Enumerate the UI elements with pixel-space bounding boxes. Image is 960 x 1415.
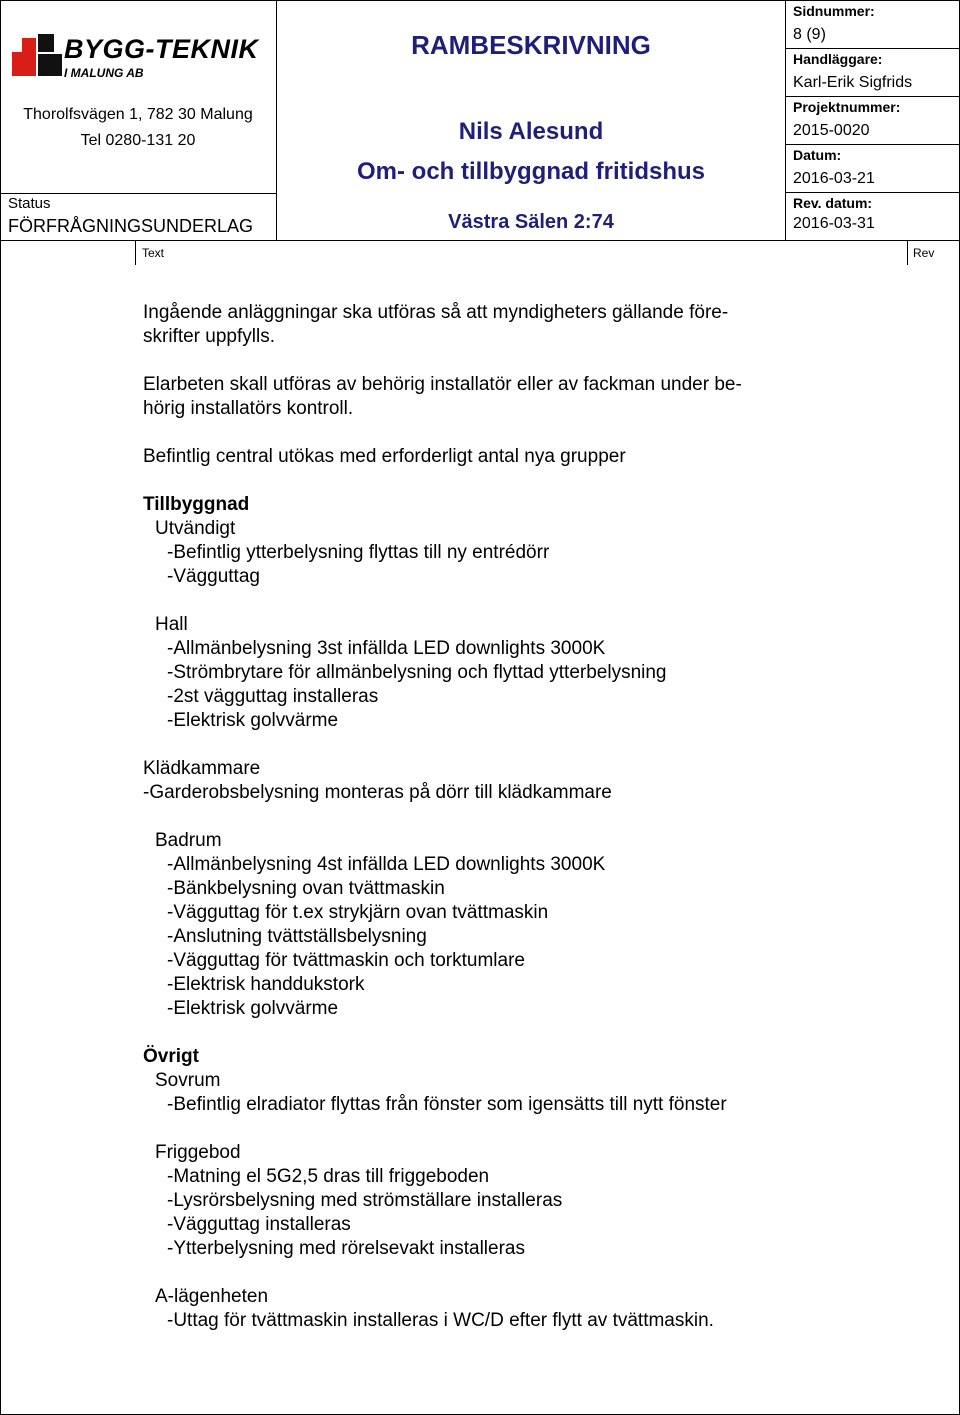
header-bottom-rule	[0, 240, 960, 241]
status-value: FÖRFRÅGNINGSUNDERLAG	[8, 216, 254, 236]
handler-value: Karl-Erik Sigfrids	[793, 74, 913, 91]
status-label: Status	[8, 195, 51, 212]
document-header	[0, 0, 960, 260]
room-heading-badrum: Badrum	[155, 830, 222, 851]
property-designation: Västra Sälen 2:74	[448, 211, 614, 233]
header-divider-right	[785, 0, 786, 241]
paragraph-line: Befintlig central utökas med erforderligt antal nya grupper	[143, 446, 626, 467]
list-item: -Matning el 5G2,5 dras till friggeboden	[167, 1166, 490, 1187]
rev-date-label: Rev. datum:	[793, 195, 873, 211]
list-item: -2st vägguttag installeras	[167, 686, 379, 707]
list-item: -Vägguttag för t.ex strykjärn ovan tvättmaskin	[167, 902, 549, 923]
project-number-label: Projektnummer:	[793, 99, 901, 115]
date-value: 2016-03-21	[793, 170, 875, 187]
list-item: -Allmänbelysning 3st infällda LED downlights 3000K	[167, 638, 606, 659]
project-number-value: 2015-0020	[793, 122, 870, 139]
company-name: BYGG-TEKNIK	[64, 34, 259, 64]
status-divider	[0, 193, 277, 194]
room-heading-hall: Hall	[155, 614, 188, 635]
page-number-value: 8 (9)	[793, 26, 826, 43]
project-name: Om- och tillbyggnad fritidshus	[357, 158, 705, 185]
list-item: -Lysrörsbelysning med strömställare installeras	[167, 1190, 563, 1211]
date-label: Datum:	[793, 147, 842, 163]
text-column-label: Text	[142, 246, 165, 260]
list-item: -Anslutning tvättställsbelysning	[167, 926, 427, 947]
meta-rule-1	[785, 48, 960, 49]
list-item: -Befintlig elradiator flyttas från fönster som igensätts till nytt fönster	[167, 1094, 727, 1115]
client-name: Nils Alesund	[458, 118, 604, 145]
section-heading-tillbyggnad: Tillbyggnad	[143, 494, 250, 515]
list-item: -Ytterbelysning med rörelsevakt installeras	[167, 1238, 525, 1259]
list-item: -Vägguttag för tvättmaskin och torktumlare	[167, 950, 525, 971]
meta-rule-2	[785, 96, 960, 97]
handler-label: Handläggare:	[793, 51, 883, 67]
section-heading-ovrigt: Övrigt	[143, 1046, 199, 1067]
page-number-label: Sidnummer:	[793, 3, 875, 19]
list-item: -Befintlig ytterbelysning flyttas till ny entrédörr	[167, 542, 550, 563]
rev-col-marker	[907, 241, 908, 265]
company-phone: Tel 0280-131 20	[80, 132, 196, 149]
company-logo-icon	[12, 32, 66, 80]
list-item: -Vägguttag	[167, 566, 260, 587]
list-item: -Garderobsbelysning monteras på dörr till klädkammare	[143, 782, 612, 803]
room-heading-kladkammare: Klädkammare	[143, 758, 261, 779]
paragraph-line: hörig installatörs kontroll.	[143, 398, 354, 419]
paragraph-line: skrifter uppfylls.	[143, 326, 275, 347]
list-item: -Elektrisk handdukstork	[167, 974, 365, 995]
list-item: -Bänkbelysning ovan tvättmaskin	[167, 878, 445, 899]
text-col-marker	[135, 241, 136, 265]
meta-rule-3	[785, 144, 960, 145]
room-heading-friggebod: Friggebod	[155, 1142, 241, 1163]
company-subname: I MALUNG AB	[64, 66, 144, 80]
company-address: Thorolfsvägen 1, 782 30 Malung	[23, 106, 253, 123]
list-item: -Strömbrytare för allmänbelysning och flyttad ytterbelysning	[167, 662, 667, 683]
meta-rule-4	[785, 192, 960, 193]
rev-column-label: Rev	[913, 246, 935, 260]
list-item: -Uttag för tvättmaskin installeras i WC/D efter flytt av tvättmaskin.	[167, 1310, 714, 1331]
list-item: -Vägguttag installeras	[167, 1214, 351, 1235]
rev-date-value: 2016-03-31	[793, 215, 875, 232]
list-item: -Elektrisk golvvärme	[167, 710, 339, 731]
paragraph-line: Elarbeten skall utföras av behörig installatör eller av fackman under be-	[143, 374, 742, 395]
room-heading-sovrum: Sovrum	[155, 1070, 221, 1091]
paragraph-line: Ingående anläggningar ska utföras så att myndigheters gällande före-	[143, 302, 729, 323]
list-item: -Elektrisk golvvärme	[167, 998, 339, 1019]
room-heading-utvandigt: Utvändigt	[155, 518, 236, 539]
list-item: -Allmänbelysning 4st infällda LED downlights 3000K	[167, 854, 606, 875]
room-heading-a-lagenheten: A-lägenheten	[155, 1286, 269, 1307]
document-title: RAMBESKRIVNING	[411, 30, 651, 60]
